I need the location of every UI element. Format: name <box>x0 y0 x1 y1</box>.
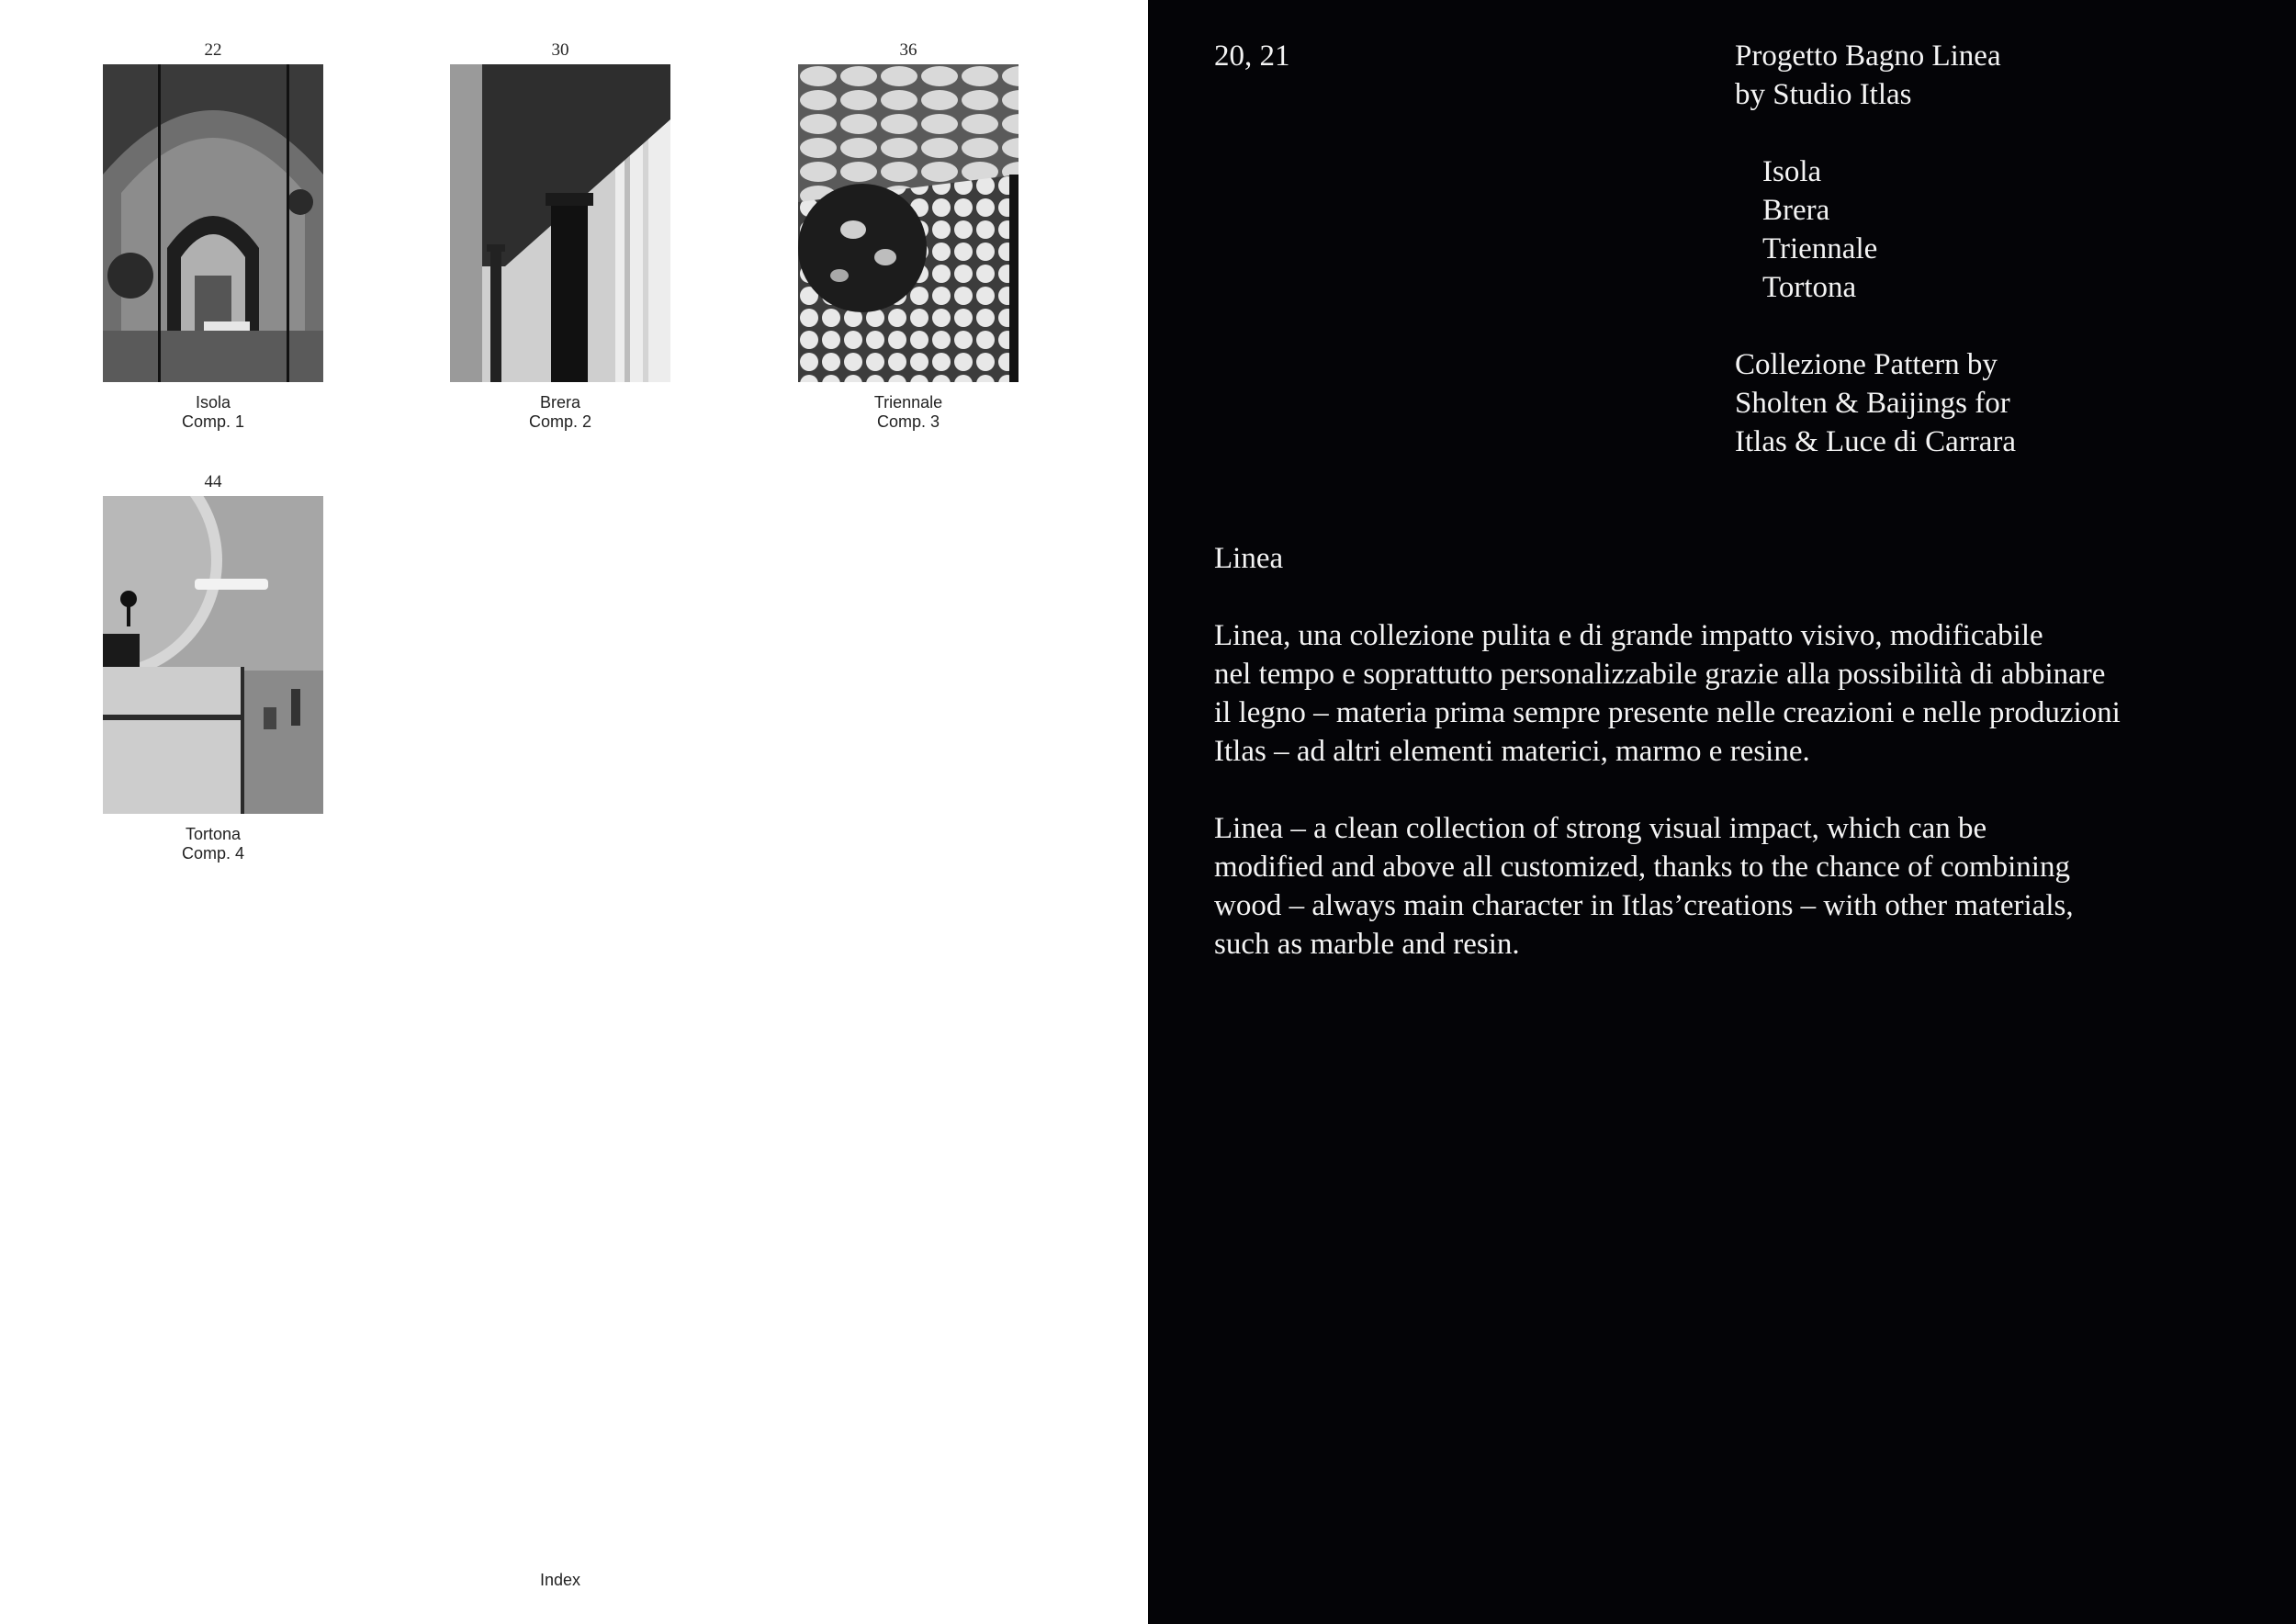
composition-item: Triennale <box>1762 232 1878 265</box>
thumbnail-page-number: 44 <box>204 472 222 491</box>
paragraph-line: wood – always main character in Itlas’creations – with other materials, <box>1214 889 2074 922</box>
thumbnail-page-number: 36 <box>899 40 917 60</box>
right-page <box>1148 0 2296 1624</box>
section-heading: Linea <box>1214 542 1284 575</box>
thumbnail-name: Triennale <box>873 393 943 412</box>
paragraph-line: il legno – materia prima sempre presente nelle creazioni e nelle produzioni <box>1214 696 2121 729</box>
thumbnail-page-number: 22 <box>204 40 222 60</box>
composition-item: Isola <box>1762 155 1822 188</box>
paragraph-line: nel tempo e soprattutto personalizzabile grazie alla possibilità di abbinare <box>1214 658 2106 691</box>
thumbnail-comp: Comp. 2 <box>528 412 592 431</box>
collection-line: Sholten & Baijings for <box>1735 387 2010 420</box>
column-photo <box>450 64 670 382</box>
thumbnail-image-triennale[interactable] <box>798 64 1019 382</box>
thumbnail-page-number: 30 <box>551 40 569 60</box>
thumbnail-image-tortona[interactable] <box>103 496 323 814</box>
thumbnail-comp: Comp. 3 <box>876 412 940 431</box>
paragraph-line: modified and above all customized, thanks to the chance of combining <box>1214 851 2070 884</box>
paragraph-line: Linea – a clean collection of strong visual impact, which can be <box>1214 812 1987 845</box>
paragraph-line: Itlas – ad altri elementi materici, marmo e resine. <box>1214 735 1810 768</box>
thumbnail-caption <box>450 393 670 432</box>
composition-item: Brera <box>1762 194 1830 227</box>
paragraph-italian <box>1214 616 2289 771</box>
page-numbers: 20, 21 <box>1214 39 1290 73</box>
project-line: by Studio Itlas <box>1735 78 1912 111</box>
collection-line: Collezione Pattern by <box>1735 348 1998 381</box>
thumbnail-name: Tortona <box>185 825 242 843</box>
thumbnail-caption <box>798 393 1019 432</box>
index-link[interactable]: Index <box>539 1571 581 1589</box>
thumbnail-name: Brera <box>539 393 580 412</box>
project-line: Progetto Bagno Linea <box>1735 39 2001 73</box>
thumbnail-caption <box>103 825 323 863</box>
paragraph-english <box>1214 809 2289 964</box>
vanity-photo <box>103 496 323 814</box>
bathroom-arch-photo <box>103 64 323 382</box>
thumbnail-image-brera[interactable] <box>450 64 670 382</box>
thumbnail-image-isola[interactable] <box>103 64 323 382</box>
thumbnail-name: Isola <box>195 393 231 412</box>
composition-item: Tortona <box>1762 271 1857 304</box>
thumbnail-caption <box>103 393 323 432</box>
thumbnail-comp: Comp. 4 <box>181 844 245 863</box>
thumbnail-comp: Comp. 1 <box>181 412 245 431</box>
collection-line: Itlas & Luce di Carrara <box>1735 425 2017 458</box>
paragraph-line: such as marble and resin. <box>1214 928 1520 961</box>
paragraph-line: Linea, una collezione pulita e di grande impatto visivo, modificabile <box>1214 619 2043 652</box>
pattern-tiles-photo <box>798 64 1019 382</box>
